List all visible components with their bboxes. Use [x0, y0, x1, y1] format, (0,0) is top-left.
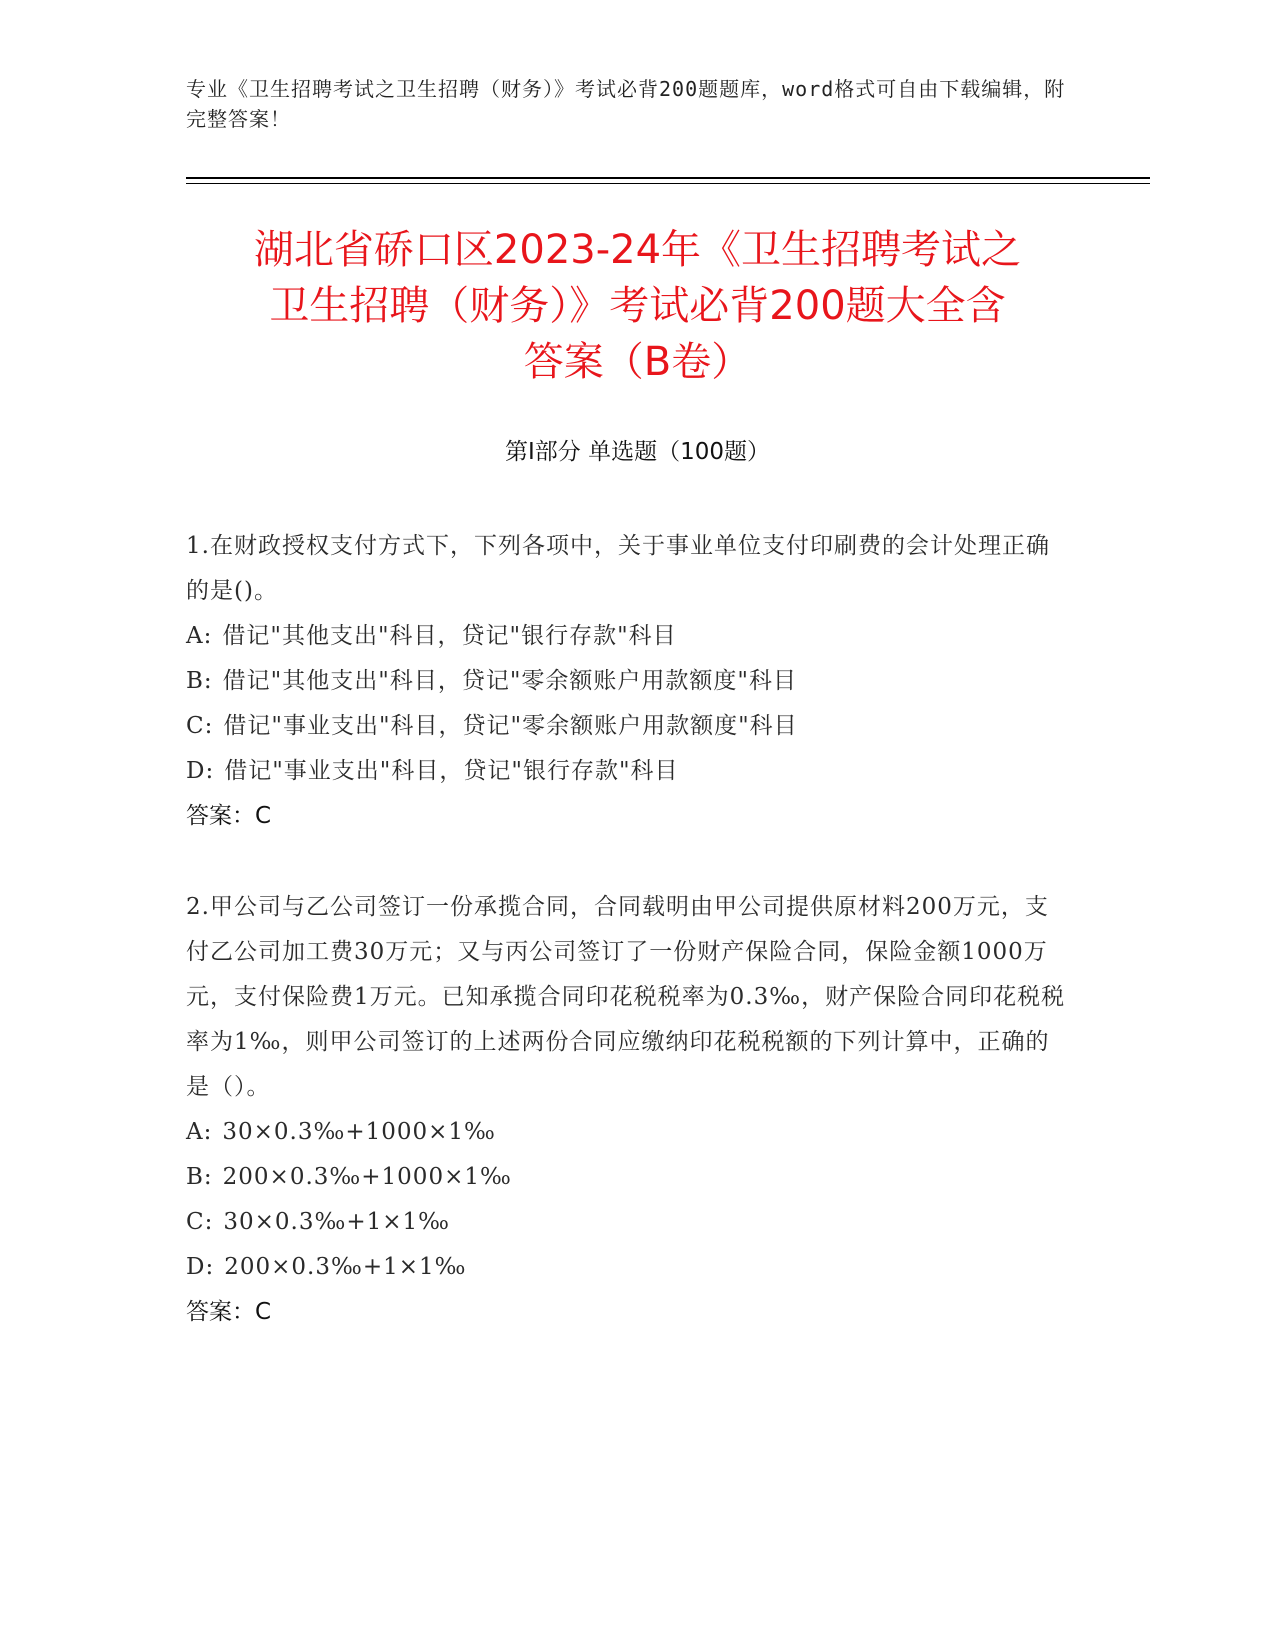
- option-key: C:: [186, 713, 214, 739]
- option-a: [186, 614, 1066, 659]
- option-text: 30×0.3‰+1×1‰: [223, 1209, 451, 1235]
- question-stem: 1.在财政授权支付方式下，下列各项中，关于事业单位支付印刷费的会计处理正确的是()。: [186, 533, 1050, 604]
- option-key: D:: [186, 1254, 215, 1280]
- header-rule-thin: [186, 183, 1150, 184]
- option-c: [186, 1200, 1066, 1245]
- option-key: B:: [186, 1164, 213, 1190]
- option-key: A:: [186, 623, 213, 649]
- question-stem: 2.甲公司与乙公司签订一份承揽合同，合同载明由甲公司提供原材料200万元，支付乙公司加工费30万元；又与丙公司签订了一份财产保险合同，保险金额1000万元，支付保险费1万元。已知承揽合同印花税税率为0.3‰，财产保险合同印花税税率为1‰，则甲公司签订的上述两份合同应缴纳印花税税额的下列计算中，正确的是（）。: [186, 894, 1066, 1100]
- document-title-line-2: 卫生招聘（财务）》考试必背200题大全含: [269, 283, 1006, 329]
- option-text: 200×0.3‰+1×1‰: [224, 1254, 467, 1280]
- answer: 答案：C: [186, 1299, 272, 1325]
- question-1: [186, 524, 1066, 839]
- option-key: B:: [186, 668, 213, 694]
- option-d: [186, 749, 1066, 794]
- answer: 答案：C: [186, 803, 272, 829]
- header-note: 专业《卫生招聘考试之卫生招聘（财务）》考试必背200题题库，word格式可自由下载编辑，附完整答案！: [186, 77, 1066, 131]
- document-title-line-1: 湖北省硚口区2023-24年《卫生招聘考试之: [253, 227, 1022, 273]
- option-text: 借记"其他支出"科目，贷记"零余额账户用款额度"科目: [222, 668, 797, 694]
- question-2: [186, 885, 1066, 1335]
- option-text: 借记"事业支出"科目，贷记"银行存款"科目: [224, 758, 679, 784]
- option-key: A:: [186, 1119, 213, 1145]
- document-title: [150, 222, 1125, 390]
- option-d: [186, 1245, 1066, 1290]
- option-text: 借记"事业支出"科目，贷记"零余额账户用款额度"科目: [223, 713, 798, 739]
- option-key: C:: [186, 1209, 214, 1235]
- option-text: 200×0.3‰+1000×1‰: [222, 1164, 512, 1190]
- option-b: [186, 659, 1066, 704]
- option-key: D:: [186, 758, 215, 784]
- section-heading: 第I部分 单选题（100题）: [505, 439, 770, 465]
- option-text: 借记"其他支出"科目，贷记"银行存款"科目: [222, 623, 677, 649]
- option-a: [186, 1110, 1066, 1155]
- option-c: [186, 704, 1066, 749]
- header-rule-thick: [186, 177, 1150, 179]
- option-b: [186, 1155, 1066, 1200]
- document-title-line-3: 答案（B卷）: [523, 339, 752, 385]
- option-text: 30×0.3‰+1000×1‰: [222, 1119, 496, 1145]
